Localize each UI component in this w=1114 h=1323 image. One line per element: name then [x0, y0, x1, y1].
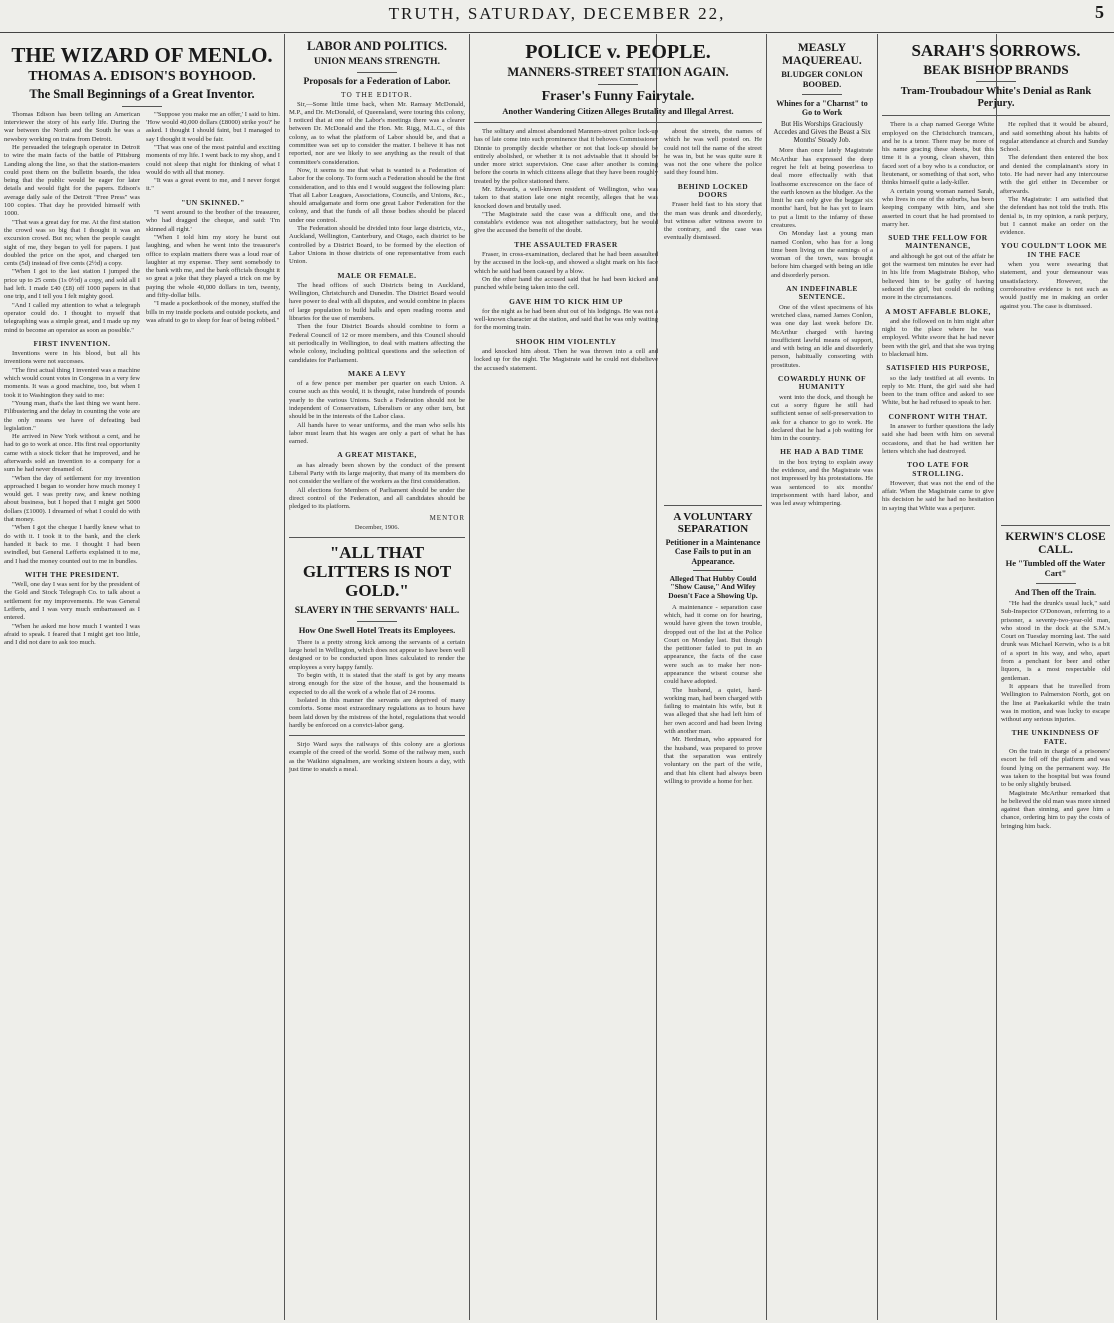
article-sarahs-sorrows: [882, 42, 1110, 513]
section-heading: COWARDLY HUNK OF HUMANITY: [777, 374, 867, 392]
section-heading: SHOOK HIM VIOLENTLY: [515, 336, 617, 346]
paragraph: A maintenance - separation case which, had it come on for hearing, would have given the town trouble, dropped out of the list at the Police Court on Monday last. But though the petitioner failed to put in an appearance, the facts of the case were such as to make her non-appearance the wisest course she could have adopted.: [664, 603, 762, 686]
masthead: TRUTH, SATURDAY, DECEMBER 22,: [388, 4, 726, 23]
paragraph: "When I got the cheque I hardly knew what to do with it. I took it to the bank, and the clerk handed it back to me. I thought I had been swindled, but General Lefferts explained it to me, and I had the money counted out to me in bundles.: [4, 524, 140, 565]
paragraph: Mr. Edwards, a well-known resident of Wellington, who was taken to that station late one night recently, alleges that he was knocked down and brutally used.: [474, 185, 658, 210]
paragraph: On the other hand the accused said that he had been kicked and punched while being taken into the cell.: [474, 275, 658, 292]
headline: A VOLUNTARY SEPARATION: [673, 511, 753, 536]
divider: [802, 94, 842, 95]
divider: [474, 122, 762, 123]
divider: [357, 72, 397, 73]
paragraph: There is a chap named George White employed on the Christchurch tramcars, and he is a tenor. There may be more of his name gracing these sheets, but this time it is a young, clean shaven, thin faced sort of a boy who is a conductor, or lieutenant, or something of that sort, who thinks himself quite a lady-killer.: [882, 121, 994, 187]
body-column-right: [1000, 121, 1108, 513]
signature: MENTOR: [429, 513, 465, 522]
divider: [1036, 583, 1076, 584]
paragraph: "When I got to the last station I jumped the price up to 25 cents (1s 0½d) a copy, and sold all I had left. I made £40 (£8) off 1000 papers in that one trip, and I tell you I felt mighty good.: [4, 268, 140, 301]
section-heading: A GREAT MISTAKE,: [337, 450, 417, 460]
paragraph: "That was a great day for me. At the first station the crowd was so big that I thought it was an excursion crowd. But no; when the people caught sight of me, they began to yell for papers. I just doubled the price on the spot, and charged ten cents (5d) instead of five cents (2½d) a copy.: [4, 218, 140, 268]
paragraph: Then the four District Boards should combine to form a Federal Council of 12 or more members, and this Council should sit periodically in Wellington, to deal with matters affecting the whole colony, including political questions and the selection of candidates for Parliament.: [289, 323, 465, 364]
column-labor: [285, 34, 469, 1320]
paragraph: Sirjo Ward says the railways of this colony are a glorious example of the creed of the world. Some of the railway men, such as the Waikino signalmen, are working sixteen hours a day, with just time to snatch a meal.: [289, 741, 465, 774]
paragraph: "Well, one day I was sent for by the president of the Gold and Stock Telegraph Co. to talk about a settlement for my improvements. He was General Lefferts, and I was very much embarrassed as I entered.: [4, 581, 140, 622]
paragraph: so the lady testified at all events. In reply to Mr. Hunt, the girl said she had been to the tram office and asked to see White, but he had refused to speak to her.: [882, 374, 994, 407]
paragraph: in the box trying to explain away the evidence, and the Magistrate was not impressed by his protestations. He was sentenced to six months' imprisonment with hard labor, and was led away whimpering.: [771, 458, 873, 508]
paragraph: He replied that it would be absurd, and said something about his habits of regular attendance at church and Sunday School.: [1000, 121, 1108, 154]
section-heading: MALE OR FEMALE.: [337, 270, 417, 280]
headline: "ALL THAT GLITTERS IS NOT GOLD.": [302, 543, 452, 600]
article-body: [4, 111, 280, 648]
body-column-right: [664, 128, 762, 373]
subhead: SLAVERY IN THE SERVANTS' HALL.: [294, 606, 460, 617]
divider: [289, 735, 465, 736]
headline: POLICE v. PEOPLE.: [525, 41, 711, 63]
divider: [289, 537, 465, 538]
paragraph: Fraser, in cross-examination, declared that he had been assaulted by the accused in the lock-up, and showed a slight mark on his face which he said had been caused by a blow.: [474, 251, 658, 275]
article-all-that-glitters: [289, 544, 465, 774]
deck: Tram-Troubadour White's Denial as Rank Perjury.: [900, 86, 1092, 110]
headline: SARAH'S SORROWS.: [911, 41, 1081, 60]
paragraph: "I made a pocketbook of the money, stuffed the bills in my inside pockets and outside pockets, and was afraid to go to sleep for fear of being robbed.": [146, 300, 280, 324]
paragraph: and although he got out of the affair he got the warmest ten minutes he ever had in his life from Magistrate Bishop, who believed him to be guilty of having seduced the girl, but could do nothing more in the circumstances.: [882, 252, 994, 302]
section-heading: FIRST INVENTION.: [33, 338, 111, 348]
dateline: December, 1906.: [354, 523, 400, 531]
article-body: [664, 604, 762, 787]
paragraph: when you were swearing that statement, and your demeanour was unsatisfactory. However, the corroborative evidence is not such as would justify me in making an order against you. The case is dismissed.: [1000, 261, 1108, 310]
paragraph: as has already been shown by the conduct of the present Liberal Party with its large majority, that many of its members do not consider the welfare of the workers as the first consideration.: [289, 461, 465, 486]
paragraph: The husband, a quiet, hard-working man, had been charged with failing to maintain his wife, but it was alleged that she had left him of her own accord and had been living with another man.: [664, 686, 762, 736]
to-the-editor: TO THE EDITOR.: [341, 90, 413, 99]
headline: THE WIZARD OF MENLO.: [11, 43, 273, 67]
section-heading: GAVE HIM TO KICK HIM UP: [509, 296, 623, 306]
paragraph: There is a pretty strong kick among the servants of a certain large hotel in Wellington, which does not appear to have been well designed or to be conducted upon lines calculated to render the employees a very happy family.: [289, 638, 465, 671]
paragraph: To begin with, it is stated that the staff is got by any means strong enough for the size of the house, and the housemaid is expected to do all the work of a whole flat of 24 rooms.: [289, 672, 465, 696]
section-heading: AN INDEFINABLE SENTENCE.: [786, 284, 858, 302]
article-body: [289, 101, 465, 539]
paragraph: All hands have to wear uniforms, and the man who sells his labor must learn that his wages are only a part of what he has earned.: [289, 421, 465, 446]
article-wizard-of-menlo: [0, 34, 284, 1320]
section-heading: THE ASSAULTED FRASER: [514, 239, 618, 249]
divider: [976, 81, 1016, 82]
paragraph: went into the dock, and though he cut a sorry figure he still had sufficient sense of self-preservation to ask for a chance to go to work. He declared that he had a job waiting for him in the country.: [771, 393, 873, 443]
paragraph: "When he asked me how much I wanted I was afraid to speak. I feared that I might get too little, and I did not dare to ask too much.: [4, 622, 140, 647]
page-header: [0, 0, 1114, 33]
body-column-left: [4, 111, 140, 648]
section-heading: CONFRONT WITH THAT.: [888, 411, 988, 421]
divider: [598, 84, 638, 85]
subhead: BLUDGER CONLON BOOBED.: [781, 69, 863, 90]
section-heading: BEHIND LOCKED DOORS: [677, 181, 749, 199]
paragraph: One of the vilest specimens of his wretched class, named James Conlon, was one day last week before Dr. McArthur charged with having insufficient lawful means of support, and with being an idle and disorderly person, habitually consorting with prostitutes.: [771, 303, 873, 369]
section-heading: SATISFIED HIS PURPOSE,: [886, 363, 990, 373]
headline: KERWIN'S CLOSE CALL.: [1005, 531, 1106, 556]
headline: LABOR AND POLITICS.: [307, 39, 447, 53]
paragraph: All elections for Members of Parliament should be under the direct control of the Federation, and all candidates should be pledged to its platform.: [289, 486, 465, 511]
article-body: [474, 128, 762, 373]
article-labor-and-politics: [289, 40, 465, 538]
subhead: MANNERS-STREET STATION AGAIN.: [507, 65, 729, 79]
section-heading: YOU COULDN'T LOOK ME IN THE FACE: [1000, 241, 1108, 259]
deck: Whines for a "Charnst" to Go to Work: [776, 98, 868, 117]
paragraph: "The first actual thing I invented was a machine which would count votes in Congress in a very few moments. It was a good machine, too, but when I took it to Washington they said to me:: [4, 366, 140, 399]
deck: Fraser's Funny Fairytale.: [541, 88, 695, 104]
divider: [882, 115, 1110, 116]
deck-secondary: But His Worships Graciously Accedes and Gives the Beast a Six Months' Steady Job.: [773, 120, 871, 145]
article-body: [289, 639, 465, 774]
section-heading: HE HAD A BAD TIME: [780, 447, 864, 457]
article-body: [882, 121, 1110, 513]
section-heading: MAKE A LEVY: [347, 368, 406, 378]
deck: Proposals for a Federation of Labor.: [303, 76, 451, 87]
deck: And Then off the Train.: [1014, 587, 1097, 597]
paragraph: Magistrate McArthur remarked that he believed the old man was more sinned against than sinning, and gave him a chance, ordering him to pay the costs of bringing him back.: [1001, 789, 1110, 830]
paragraph: On Monday last a young man named Conlon, who has for a long time been living on the earnings of a woman of the town, was brought before him charged with being an idle and disorderly person.: [771, 230, 873, 279]
article-voluntary-separation: [660, 500, 766, 1320]
paragraph: "When I told him my story he burst out laughing, and when he went into the treasurer's office to explain matters there was a loud roar of laughter at my expense. They sent somebody to the bank with me, and the bank officials thought it so great a joke that they played a trick on me by paying the whole 40,000 dollars in ten, twenty, and fifty-dollar bills.: [146, 233, 280, 300]
section-heading: "UN SKINNED.": [181, 197, 245, 207]
body-column-left: [882, 121, 994, 513]
paragraph: "The Magistrate said the case was a difficult one, and the constable's evidence was not altogether satisfactory, but he would give the accused the benefit of the doubt.: [474, 210, 658, 235]
paragraph: He arrived in New York without a cent, and he had to go to work at once. His first real opportunity came with a stock ticker that he improved, and he afterwards sold an invention to a company for a sum he had never dreamed of.: [4, 433, 140, 474]
paragraph: "It was a great event to me, and I never forgot it.": [146, 177, 280, 193]
deck: How One Swell Hotel Treats its Employees.: [298, 625, 456, 636]
deck-secondary: Another Wandering Citizen Alleges Brutality and Illegal Arrest.: [502, 106, 734, 117]
page-number: 5: [1095, 2, 1104, 22]
deck: The Small Beginnings of a Great Inventor.: [29, 87, 255, 102]
paragraph: He persuaded the telegraph operator in Detroit to wire the main facts of the battle of Pittsburg Landing along the line, so that the station-masters could post them on the bulletin boards, the idea being that the public would be eager for later details and would fight for the papers. Edison's average daily sale of the Detroit "Free Press" was 100 copies. That day he provided himself with 1000.: [4, 144, 140, 218]
section-heading: TOO LATE FOR STROLLING.: [907, 460, 969, 478]
body-column-right: [146, 111, 280, 648]
paragraph: "He had the drunk's usual luck," said Sub-Inspector O'Donovan, referring to a prisoner, a seventy-two-year-old man, who stood in the dock at the S.M.'s Court on Tuesday morning last. The said drunk was Michael Kerwin, who is a bit of a sport in his way, and who, apart from a penchant for beer and other liquors, is a most respectable old gentleman.: [1001, 600, 1110, 682]
section-heading: SUED THE FELLOW FOR MAINTENANCE,: [888, 233, 988, 251]
paragraph: for the night as he had been shut out of his lodgings. He was not a well-known character at the station, and said that he was only waiting for the morning train.: [474, 307, 658, 332]
article-police-v-people: [474, 42, 762, 373]
paragraph: In answer to further questions the lady said she had been with him on several occasions, and that he had written her letters which she had destroyed.: [882, 423, 994, 455]
paragraph: "When the day of settlement for my invention approached I began to wonder how much money I would get. I was pretty raw, and knew nothing about business, but I hoped that I might get 5000 dollars (£1000). I dreamed of what I could do with that money.: [4, 474, 140, 524]
paragraph: "And I called my attention to what a telegraph operator could do. I thought to myself that telegraphing was a simple great, and I made up my mind to become an operator as soon as possible.": [4, 301, 140, 334]
article-measly-maquereau: [767, 34, 877, 1320]
paragraph: The solitary and almost abandoned Manners-street police lock-up has of late come into such prominence that it behoves Commissioner Dinnie to promptly decide whether or not that lock-up should be entirely abolished, or whether it is not advisable that it should be under more strict supervision. One case after another is coming before the courts in which citizens allege that they have been roughly treated by the police stationed there.: [474, 127, 658, 185]
article-body: [771, 147, 873, 508]
paragraph: Sir,—Some little time back, when Mr. Ramsay McDonald, M.P., and Dr. McDonald, of Queensland, were touring this colony, I noticed that at one of the Labor's meetings there was a clearer between Dr. McDonald and the Hon. Mr. Rigg, M.L.C., of this colony, as to what the platform of Labor should be, and that a committee was set up to consider the matter. I believe it has not reported, nor are we likely to see anything as the result of that committee's consideration.: [289, 100, 465, 166]
paragraph: On the train in charge of a prisoners' escort he fell off the platform and was found lying on the permanent way. He was taken to the hospital but was found to be only slightly bruised.: [1001, 748, 1110, 789]
body-column-left: [474, 128, 658, 373]
subhead: He "Tumbled off the Water Cart": [1005, 558, 1106, 579]
paragraph: The defendant then entered the box and denied the complainant's story in toto. He had never had any intercourse with the girl either in December or afterwards.: [1000, 154, 1108, 195]
paragraph: The head offices of such Districts being in Auckland, Wellington, Christchurch and Dunedin. The District Board would have power to deal with all disputes, and would combine in places of large population to build halls and open reading rooms and libraries for the use of members.: [289, 281, 465, 323]
divider: [664, 505, 762, 506]
paragraph: However, that was not the end of the affair. When the Magistrate came to give his decision he said he had no hesitation in saying that White was a perjurer.: [882, 479, 994, 512]
paragraph: Fraser held fast to his story that the man was drunk and disorderly, but witness after witness swore to the contrary, and the case was eventually dismissed.: [664, 201, 762, 242]
paragraph: "Young man, that's the last thing we want here. Filibustering and the delay in counting the vote are the only means we have of defeating bad legislation.": [4, 399, 140, 432]
deck: Alleged That Hubby Could "Show Cause," And Wifey Doesn't Face a Showing Up.: [668, 573, 758, 600]
paragraph: Inventions were in his blood, but all his inventions were not successes.: [4, 350, 140, 366]
paragraph: Mr. Herdman, who appeared for the husband, was prepared to prove that the separation was entirely voluntary on the part of the wife, and that his client had always been willing to provide a home for her.: [664, 736, 762, 785]
article-body: [1001, 600, 1110, 831]
paragraph: "That was one of the most painful and exciting moments of my life. I went back to my shop, and I could not sleep that night for thinking of what I would do with all that money.: [146, 144, 280, 176]
paragraph: and she followed on in him night after night to the place where he was employed. White swore that he had never been with the girl, and that she was trying to blackmail him.: [882, 317, 994, 358]
article-kerwins-close-call: [997, 520, 1114, 1320]
paragraph: "I went around to the brother of the treasurer, who had dragged the cheque, and said: 'I'm skinned all right.': [146, 209, 280, 233]
subhead: BEAK BISHOP BRANDS: [923, 61, 1069, 77]
paragraph: The Federation should be divided into four large districts, viz., Auckland, Wellington, Canterbury, and Otago, each district to be controlled by a District Board, to be formed by the election of Labor Unions in those districts of one representative from each Union.: [289, 225, 465, 266]
section-heading: THE UNKINDNESS OF FATE.: [1011, 728, 1100, 746]
divider: [357, 621, 397, 622]
paragraph: "'Suppose you make me an offer,' I said to him. 'How would 40,000 dollars (£8000) strike you?' he asked. I thought I should faint, but I managed to say I thought it would be fair.: [146, 110, 280, 143]
section-heading: WITH THE PRESIDENT.: [24, 569, 120, 579]
paragraph: about the streets, the names of which he was well posted on. He could not tell the name of the street he was in, but he was quite sure it was not the one where the police said they found him.: [664, 127, 762, 177]
paragraph: of a few pence per member per quarter on each Union. A course such as this would, it is thought, raise hundreds of pounds yearly to the various Unions. Such a Federation should not be independent of Conservatism, Liberalism or any other ism, but should be in the interests of the Labor class.: [289, 380, 465, 421]
paragraph: It appears that he travelled from Wellington to Palmerston North, got on the line at Paekakariki while the train was in motion, and was lucky to escape without any serious injuries.: [1001, 682, 1110, 724]
paragraph: The Magistrate: I am satisfied that the defendant has not told the truth. His denial is, in my opinion, a rank perjury, but I cannot make an order on the evidence.: [1000, 195, 1108, 237]
divider: [693, 570, 733, 571]
subhead: THOMAS A. EDISON'S BOYHOOD.: [28, 69, 256, 85]
subhead: Petitioner in a Maintenance Case Fails to put in an Appearance.: [665, 538, 761, 566]
paragraph: More than once lately Magistrate McArthur has expressed the deep regret he felt at being powerless to deal more effectually with that loathsome excrescence on the face of the earth known as the bludger. As the limit he can only give the beggar six months' hard, but he has yet to learn to put a limit to the infamy of these creatures.: [771, 147, 873, 229]
paragraph: Thomas Edison has been telling an American interviewer the story of his early life. During the war between the North and the South he was a newsboy working on trains from Detroit.: [4, 110, 140, 143]
section-heading: A MOST AFFABLE BLOKE,: [885, 306, 991, 316]
divider: [1001, 525, 1110, 526]
divider: [122, 106, 162, 107]
paragraph: Isolated in this manner the servants are deprived of many comforts. Some most extraordinary regulations as to hours have been laid down by the mistress of the hotel, regulations that would hardly be enforced on a convict-labor gang.: [289, 696, 465, 729]
paragraph: and knocked him about. Then he was thrown into a cell and locked up for the night. The Magistrate said he could not disbelieve the accused's statement.: [474, 348, 658, 372]
headline: MEASLY MAQUEREAU.: [782, 42, 862, 67]
paragraph: A certain young woman named Sarah, who lives in one of the suburbs, has been keeping company with him, and she asserted in court that he had promised to marry her.: [882, 187, 994, 228]
paragraph: Now, it seems to me that what is wanted is a Federation of Labor for the colony. To form such a Federation should be the first consideration, and to this end I would suggest the following plan: That all Labor Leagues, Associations, Councils, and Unions, &c., should amalgamate and form one great Labor Federation for the colony, and that the funds of all those bodies should be placed under one control.: [289, 166, 465, 224]
subhead: UNION MEANS STRENGTH.: [314, 56, 440, 67]
